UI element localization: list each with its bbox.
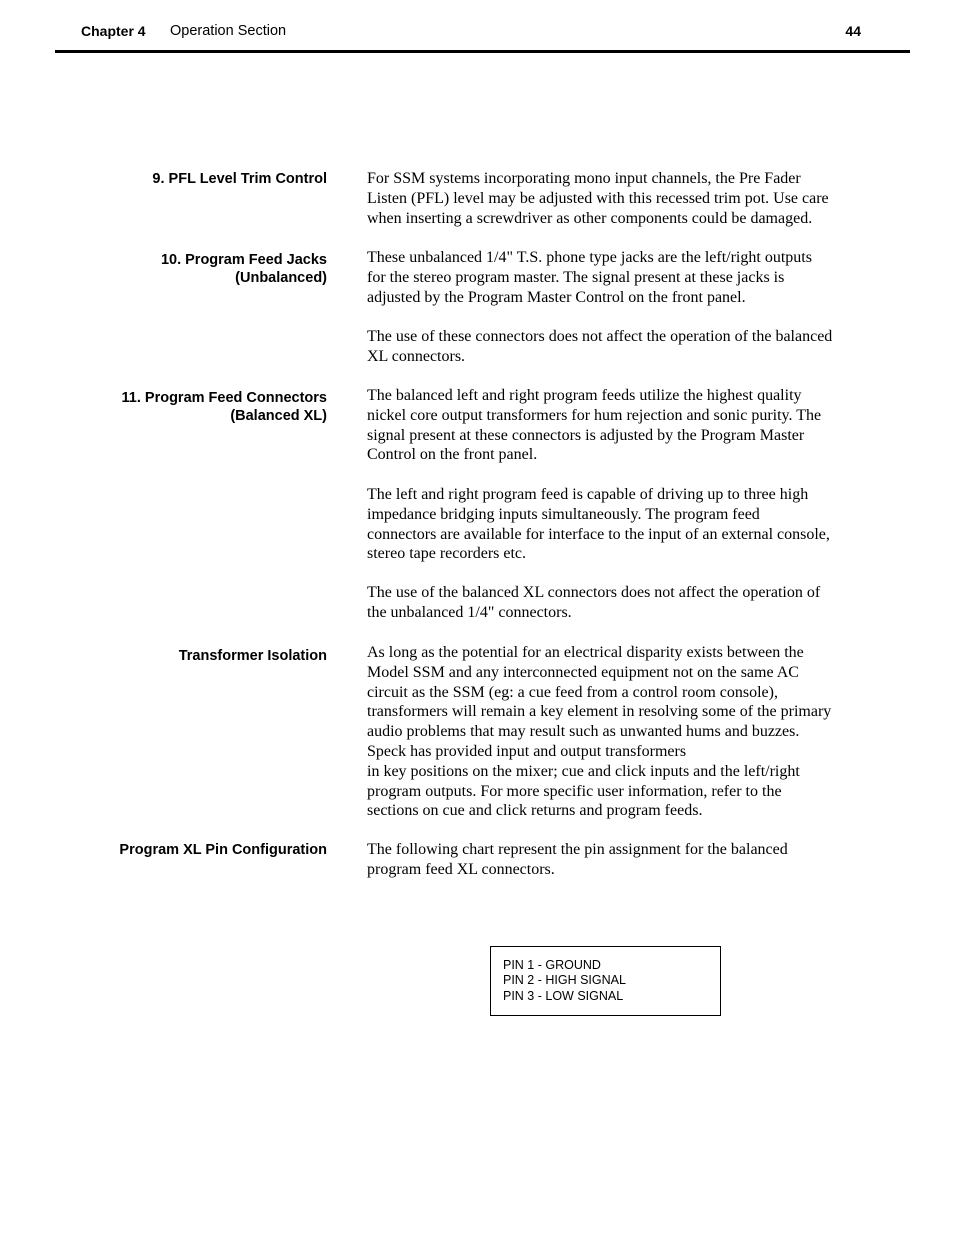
pin-row: PIN 2 - HIGH SIGNAL <box>503 973 626 988</box>
chapter-label: Chapter 4 <box>81 23 146 39</box>
paragraph-program-xl-pin-configuration: The following chart represent the pin assignment for the balanced program feed XL connectors. <box>367 841 788 878</box>
section-title: Operation Section <box>170 23 287 39</box>
paragraph-program-feed-connectors-3: The use of the balanced XL connectors does not affect the operation of the unbalanced 1/4" connectors. <box>367 584 821 621</box>
paragraph-program-feed-connectors-2: The left and right program feed is capable of driving up to three high impedance bridging inputs simultaneously. The program feed connectors are available for interface to the input of an external console, stereo tape recorders etc. <box>367 486 830 563</box>
pin-configuration-table <box>490 946 721 1016</box>
paragraph-transformer-isolation: As long as the potential for an electrical disparity exists between the Model SSM and any interconnected equipment not on the same AC circuit as the SSM (eg: a cue feed from a control room console), transformers will remain a key element in resolving some of the primary audio problems that may result such as unwanted hums and buzzes. Speck has provided input and output transformers in key positions on the mixer; cue and click inputs and the left/right program outputs. For more specific user information, refer to the sections on cue and click returns and program feeds. <box>367 644 832 820</box>
paragraph-program-feed-connectors-1: The balanced left and right program feeds utilize the highest quality nickel core output transformers for hum rejection and sonic purity. The signal present at these connectors is adjusted by the Program Master Control on the front panel. <box>367 387 822 464</box>
heading-program-feed-jacks: 10. Program Feed Jacks (Unbalanced) <box>160 252 327 286</box>
page-number: 44 <box>845 23 861 39</box>
pin-row: PIN 3 - LOW SIGNAL <box>503 988 624 1003</box>
paragraph-program-feed-jacks-2: The use of these connectors does not affect the operation of the balanced XL connectors. <box>367 328 833 365</box>
page-header <box>55 22 910 53</box>
pin-row: PIN 1 - GROUND <box>503 958 601 972</box>
heading-transformer-isolation: Transformer Isolation <box>178 648 327 664</box>
heading-program-feed-connectors: 11. Program Feed Connectors (Balanced XL) <box>121 390 327 424</box>
heading-program-xl-pin-configuration: Program XL Pin Configuration <box>119 842 327 858</box>
heading-pfl-level-trim: 9. PFL Level Trim Control <box>152 171 327 187</box>
paragraph-pfl-level-trim: For SSM systems incorporating mono input channels, the Pre Fader Listen (PFL) level may be adjusted with this recessed trim pot. Use care when inserting a screwdriver as other components could be damaged. <box>367 170 829 227</box>
paragraph-program-feed-jacks-1: These unbalanced 1/4" T.S. phone type jacks are the left/right outputs for the stereo program master. The signal present at these jacks is adjusted by the Program Master Control on the front panel. <box>367 249 812 306</box>
